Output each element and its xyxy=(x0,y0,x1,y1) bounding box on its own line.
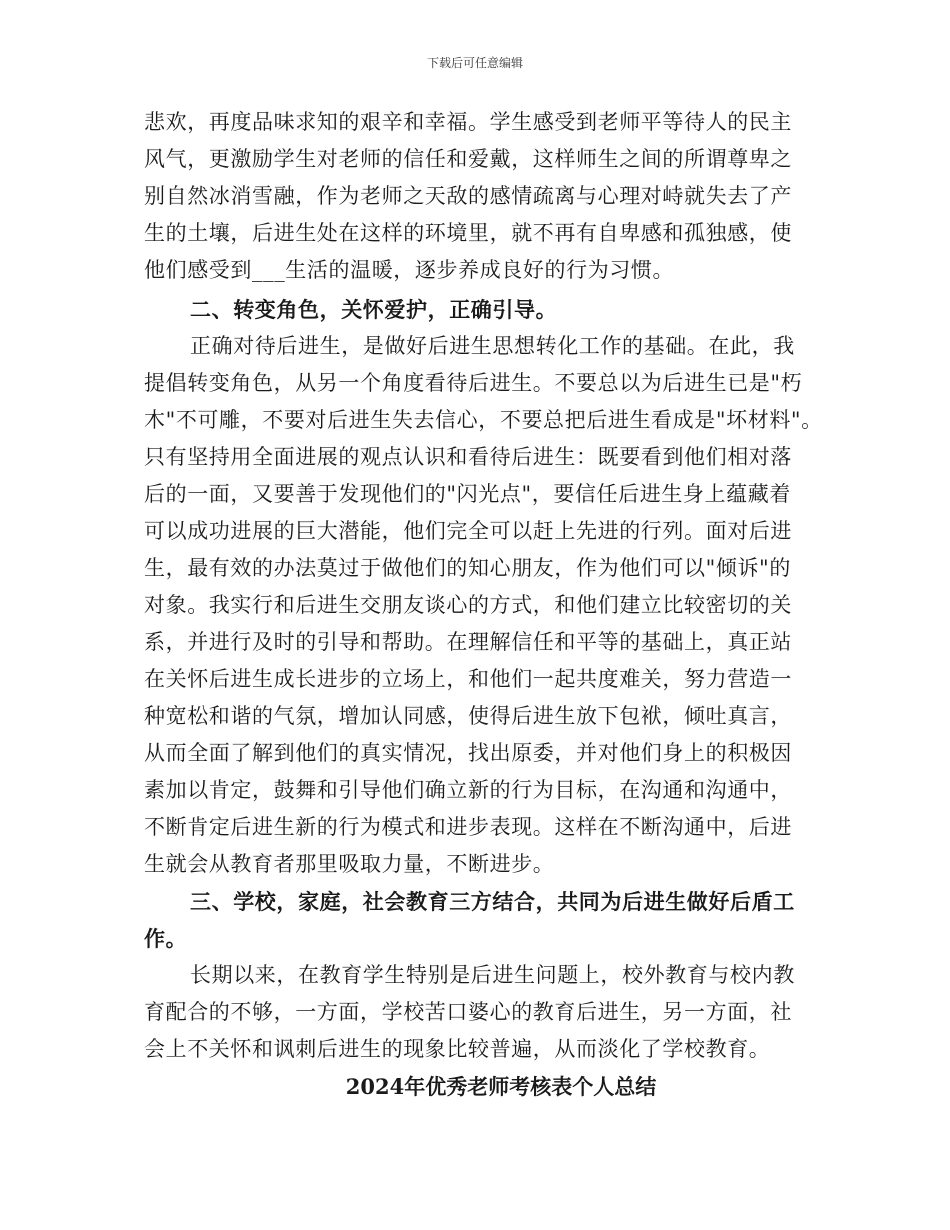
text-line: 生的土壤，后进生处在这样的环境里，就不再有自卑感和孤独感，使 xyxy=(144,221,792,245)
text-line: 对象。我实行和后进生交朋友谈心的方式，和他们建立比较密切的关 xyxy=(144,593,792,617)
document-title: 2024年优秀老师考核表个人总结 xyxy=(345,1074,657,1099)
text-line: 种宽松和谐的气氛，增加认同感，使得后进生放下包袱，倾吐真言， xyxy=(144,704,792,728)
section-heading-3 xyxy=(144,883,824,957)
text-line: 生，最有效的办法莫过于做他们的知心朋友，作为他们可以"倾诉"的 xyxy=(144,556,791,580)
text-line: 在关怀后进生成长进步的立场上，和他们一起共度难关，努力营造一 xyxy=(144,667,792,691)
text-line: 提倡转变角色，从另一个角度看待后进生。不要总以为后进生已是"朽 xyxy=(144,371,803,395)
text-line: 正确对待后进生，是做好后进生思想转化工作的基础。在此，我 xyxy=(190,334,795,358)
heading-line: 作。 xyxy=(144,926,188,951)
text-line: 可以成功进展的巨大潜能，他们完全可以赶上先进的行列。面对后进 xyxy=(144,519,792,543)
text-line: 从而全面了解到他们的真实情况，找出原委，并对他们身上的积极因 xyxy=(144,741,792,765)
text-line: 不断肯定后进生新的行为模式和进步表现。这样在不断沟通中，后进 xyxy=(144,815,792,839)
text-line: 只有坚持用全面进展的观点认识和看待后进生：既要看到他们相对落 xyxy=(144,445,792,469)
text-line: 长期以来，在教育学生特别是后进生问题上，校外教育与校内教 xyxy=(190,963,795,987)
text-line: 系，并进行及时的引导和帮助。在理解信任和平等的基础上，真正站 xyxy=(144,630,792,654)
paragraph-1 xyxy=(144,104,824,289)
text-line: 育配合的不够，一方面，学校苦口婆心的教育后进生，另一方面，社 xyxy=(144,1000,792,1024)
text-line: 木"不可雕，不要对后进生失去信心，不要总把后进生看成是"坏材料"。 xyxy=(144,408,823,432)
page-header: 下载后可任意编辑 xyxy=(426,56,523,70)
text-line: 会上不关怀和讽刺后进生的现象比较普遍，从而淡化了学校教育。 xyxy=(144,1037,771,1061)
section-heading-2: 二、转变角色，关怀爱护，正确引导。 xyxy=(190,297,558,322)
text-line: 风气，更激励学生对老师的信任和爱戴，这样师生之间的所谓尊卑之 xyxy=(144,147,792,171)
text-line: 素加以肯定，鼓舞和引导他们确立新的行为目标，在沟通和沟通中， xyxy=(144,778,792,802)
text-line: 悲欢，再度品味求知的艰辛和幸福。学生感受到老师平等待人的民主 xyxy=(144,110,792,134)
text-line: 后的一面，又要善于发现他们的"闪光点"，要信任后进生身上蕴藏着 xyxy=(144,482,791,506)
heading-line: 三、学校，家庭，社会教育三方结合，共同为后进生做好后盾工 xyxy=(190,889,795,914)
text-line: 别自然冰消雪融，作为老师之天敌的感情疏离与心理对峙就失去了产 xyxy=(144,184,792,208)
text-line: 他们感受到___生活的温暖，逐步养成良好的行为习惯。 xyxy=(144,258,675,282)
paragraph-2 xyxy=(144,328,824,883)
paragraph-3 xyxy=(144,957,824,1068)
document-body xyxy=(144,104,824,1105)
text-line: 生就会从教育者那里吸取力量，不断进步。 xyxy=(144,852,555,876)
